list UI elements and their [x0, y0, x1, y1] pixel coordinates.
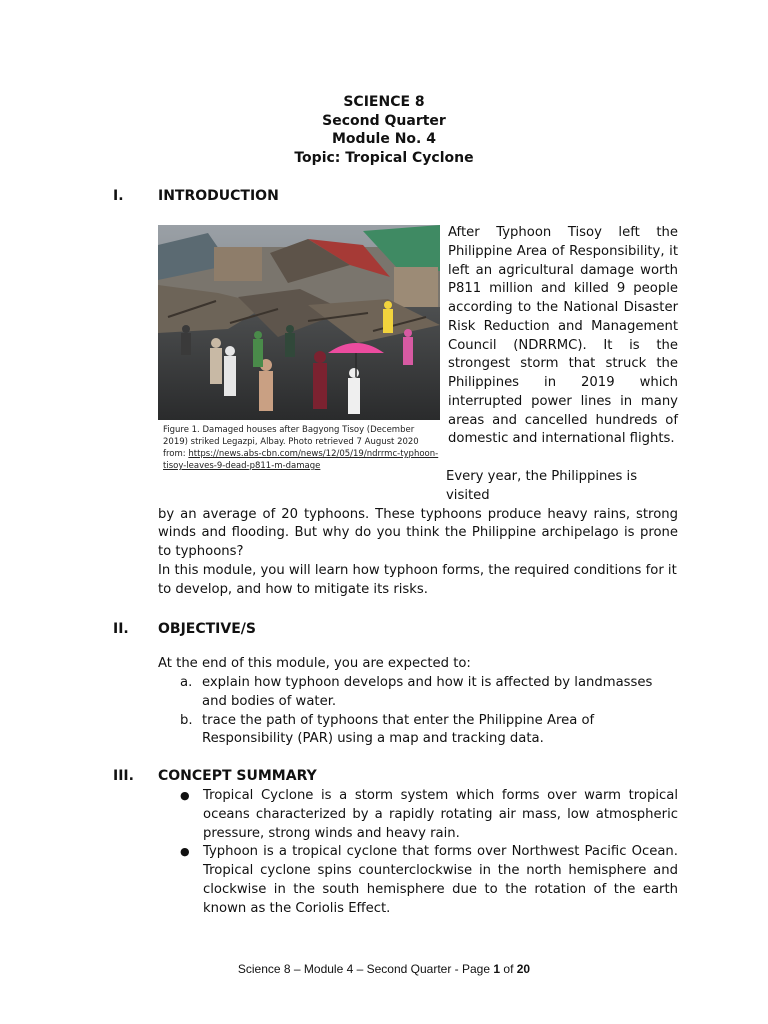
- page-footer: [0, 962, 768, 976]
- bullet-icon: ●: [180, 789, 190, 802]
- quarter-title: Second Quarter: [322, 112, 446, 129]
- concept-list: [180, 787, 678, 918]
- section-number: I.: [113, 188, 124, 204]
- list-item: [180, 712, 678, 750]
- caption-text: Figure 1. Damaged houses after Bagyong Tisoy (December 2019) striked Legazpi, Albay. Photo retrieved 7 August 2020 from:: [163, 425, 419, 459]
- damaged-houses-photo: [158, 225, 440, 420]
- section-number: III.: [113, 768, 134, 784]
- section-heading-introduction: [113, 187, 279, 205]
- list-item-text: Tropical Cyclone is a storm system which forms over warm tropical oceans characterized by a rapidly rotating air mass, low atmospheric pressure, strong winds and heavy rain.: [203, 788, 678, 841]
- list-item: [180, 843, 678, 918]
- section-title: CONCEPT SUMMARY: [158, 768, 317, 784]
- list-item-text: explain how typhoon develops and how it is affected by landmasses and bodies of water.: [202, 675, 653, 709]
- objectives-list: [180, 674, 678, 749]
- list-marker: b.: [180, 712, 193, 728]
- subject-title: SCIENCE 8: [343, 94, 425, 110]
- caption-source-link[interactable]: https://news.abs-cbn.com/news/12/05/19/ndrrmc-typhoon-tisoy-leaves-9-dead-p811-m-damage: [163, 449, 439, 471]
- section-title: OBJECTIVE/S: [158, 621, 256, 637]
- section-heading-objectives: [113, 620, 256, 638]
- title-block: [0, 93, 768, 167]
- list-item: [180, 787, 678, 843]
- page-total: 20: [516, 962, 531, 976]
- module-title: Module No. 4: [332, 131, 436, 147]
- section-heading-concept-summary: [113, 767, 317, 785]
- list-item-text: trace the path of typhoons that enter the Philippine Area of Responsibility (PAR) using a map and tracking data.: [202, 712, 595, 747]
- intro-paragraph-1: After Typhoon Tisoy left the Philippine Area of Responsibility, it left an agricultural damage worth P811 million and killed 9 people according to the National Disaster Risk Reduction and Management Council (NDRRMC). It is the strongest storm that struck the Philippines in 2019 which interrupted power lines in many areas and cancelled hundreds of domestic and international flights.: [448, 225, 678, 447]
- topic-title: Topic: Tropical Cyclone: [294, 149, 474, 166]
- list-item-text: Typhoon is a tropical cyclone that forms over Northwest Pacific Ocean. Tropical cyclone spins counterclockwise in the north hemisphere and clockwise in the south hemisphere due to the rotation of the earth known as the Coriolis Effect.: [203, 844, 678, 916]
- figure-caption: [158, 424, 440, 472]
- section-number: II.: [113, 621, 129, 637]
- bullet-icon: ●: [180, 845, 190, 859]
- intro-paragraph-2-rest: by an average of 20 typhoons. These typhoons produce heavy rains, strong winds and flooding. But why do you think the Philippine archipelago is prone to typhoons?: [158, 506, 678, 559]
- section-title: INTRODUCTION: [158, 188, 279, 204]
- list-item: [180, 674, 678, 712]
- page-number: 1: [493, 962, 501, 976]
- intro-paragraph-2-start: Every year, the Philippines is visited: [446, 469, 638, 503]
- footer-of: of: [500, 962, 517, 976]
- intro-paragraph-2: [158, 468, 678, 562]
- figure-1: [158, 225, 440, 472]
- list-marker: a.: [180, 675, 193, 690]
- objectives-lead: At the end of this module, you are expected to:: [158, 656, 471, 671]
- footer-text: Science 8 – Module 4 – Second Quarter - Page: [237, 962, 494, 976]
- intro-paragraph-3: In this module, you will learn how typhoon forms, the required conditions for it to develop, and how to mitigate its risks.: [158, 563, 677, 597]
